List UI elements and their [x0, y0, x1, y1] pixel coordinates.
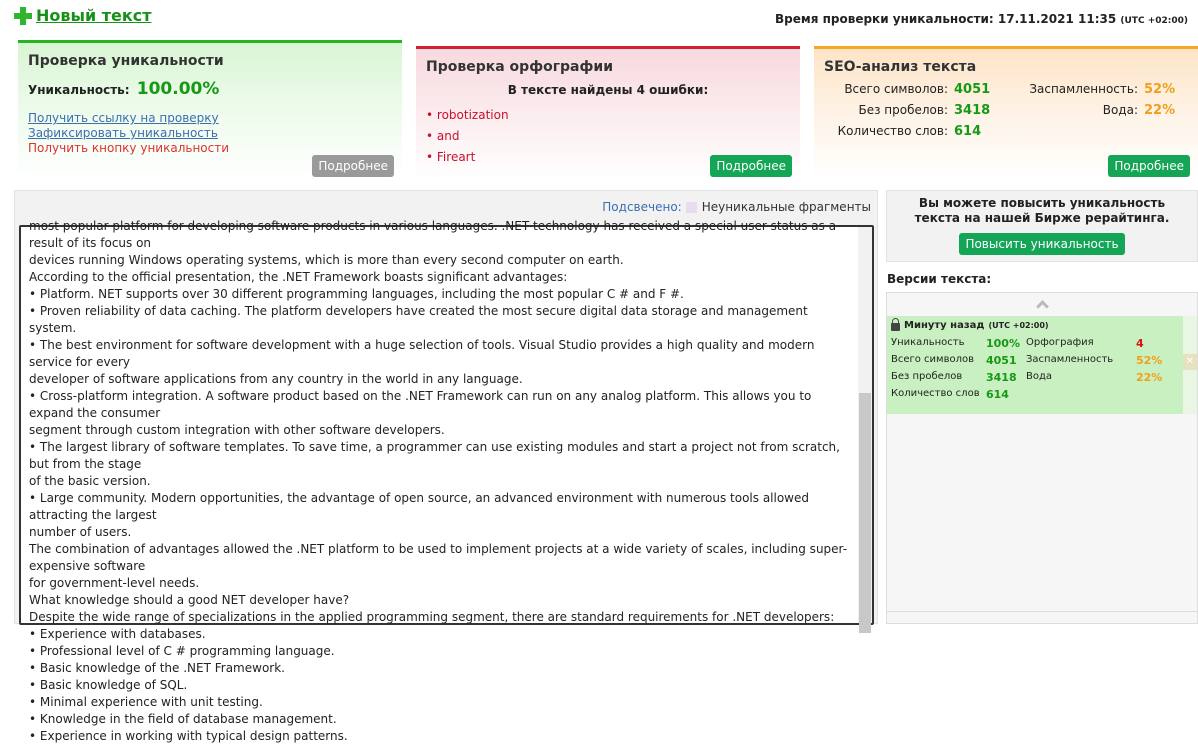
text-line: • Cross-platform integration. A software product based on the .NET Framework can run on any analog platform. This allows you to expand the consumer	[29, 389, 812, 420]
seo-spam: 52%	[1144, 82, 1176, 97]
text-line: • Knowledge in the field of database management.	[29, 712, 337, 726]
version-orth-label: Орфография	[1026, 337, 1094, 348]
check-time	[775, 12, 1188, 26]
text-line: • Professional level of C # programming language.	[29, 644, 335, 658]
version-words-label: Количество слов	[891, 388, 980, 399]
check-time-label: Время проверки уникальности: 17.11.2021 11:35	[775, 12, 1117, 26]
text-line: • The best environment for software development with a huge selection of tools. Visual Studio provides a high quality and modern service for every	[29, 338, 815, 369]
version-time: Минуту назад	[904, 320, 985, 331]
spelling-title: Проверка орфографии	[426, 59, 613, 75]
seo-more-button[interactable]: Подробнее	[1108, 155, 1190, 177]
text-line: • Experience in working with typical design patterns.	[29, 729, 348, 743]
version-total: 4051	[986, 354, 1017, 367]
text-line: What knowledge should a good NET developer have?	[29, 593, 350, 607]
get-uniqueness-button-link[interactable]: Получить кнопку уникальности	[28, 141, 230, 155]
text-line: • Large community. Modern opportunities, the advantage of open source, an advanced environment with numerous tools allowed attracting the largest	[29, 491, 809, 522]
seo-stats	[824, 82, 1188, 139]
scrollbar-thumb[interactable]	[859, 393, 871, 633]
uniqueness-line	[28, 79, 392, 99]
spelling-error[interactable]: • and	[426, 126, 790, 147]
text-line: most popular platform for developing software products in various languages. .NET technology has received a special user status as a result of its focus on	[29, 219, 837, 250]
raise-uniqueness-button[interactable]: Повысить уникальность	[959, 233, 1124, 255]
new-text-link-group[interactable]	[14, 6, 152, 25]
chevron-up-icon[interactable]	[1036, 300, 1049, 313]
text-line: The combination of advantages allowed the .NET platform to be used to implement projects at a wide variety of scales, including super-expensive software	[29, 542, 848, 573]
delete-version-button[interactable]: ✕	[1183, 354, 1197, 370]
seo-no-spaces-label: Без пробелов:	[858, 103, 948, 117]
text-line: • Basic knowledge of the .NET Framework.	[29, 661, 285, 675]
seo-card	[814, 46, 1198, 179]
uniqueness-label: Уникальность:	[28, 83, 130, 97]
scroll-up-button[interactable]	[887, 293, 1197, 315]
seo-words: 614	[954, 124, 982, 139]
seo-water: 22%	[1144, 103, 1176, 118]
version-spam-label: Заспамленность	[1026, 354, 1114, 365]
seo-no-spaces: 3418	[954, 103, 991, 118]
version-nospace: 3418	[986, 371, 1017, 384]
text-line: Despite the wide range of specializations in the applied programming segment, there are standard requirements for .NET developers:	[29, 610, 835, 624]
get-check-link[interactable]: Получить ссылку на проверку	[28, 111, 219, 125]
text-line: number of users.	[29, 525, 132, 539]
seo-total-chars-label: Всего символов:	[844, 82, 948, 96]
seo-words-label: Количество слов:	[837, 124, 948, 138]
sidebar	[886, 190, 1198, 624]
uniqueness-more-button[interactable]: Подробнее	[312, 155, 394, 177]
version-tz: (UTC +02:00)	[988, 321, 1049, 330]
plus-icon[interactable]	[14, 7, 32, 25]
spelling-more-button[interactable]: Подробнее	[710, 155, 792, 177]
text-area[interactable]	[19, 219, 874, 743]
spelling-error[interactable]: • Fireart	[426, 147, 790, 168]
text-line: of the basic version.	[29, 474, 151, 488]
promo-box	[886, 190, 1198, 262]
version-water-label: Вода	[1026, 371, 1053, 382]
spelling-card	[416, 46, 800, 179]
text-scrollbar[interactable]	[858, 227, 872, 623]
text-line: developer of software applications from any country in the world in any language.	[29, 372, 523, 386]
fix-uniqueness-link[interactable]: Зафиксировать уникальность	[28, 126, 218, 140]
versions-title: Версии текста:	[887, 272, 992, 286]
version-water: 22%	[1136, 371, 1163, 384]
text-line: • Experience with databases.	[29, 627, 206, 641]
lock-icon	[891, 323, 900, 331]
seo-water-label: Вода:	[1102, 103, 1138, 117]
text-line: devices running Windows operating systems, which is more than every second computer on earth.	[29, 253, 624, 267]
version-uniq: 100%	[986, 337, 1020, 350]
legend-item: Неуникальные фрагменты	[701, 200, 871, 214]
version-spam: 52%	[1136, 354, 1163, 367]
legend-swatch	[686, 202, 697, 213]
uniqueness-title: Проверка уникальности	[28, 53, 224, 69]
versions-list	[886, 292, 1198, 624]
check-time-tz: (UTC +02:00)	[1120, 16, 1188, 26]
version-words: 614	[986, 388, 1009, 401]
version-nospace-label: Без пробелов	[891, 371, 963, 382]
scroll-down-area[interactable]	[887, 611, 1197, 623]
highlight-legend	[602, 200, 871, 214]
text-line: According to the official presentation, the .NET Framework boasts significant advantages:	[29, 270, 568, 284]
text-line: • Minimal experience with unit testing.	[29, 695, 263, 709]
spelling-found-text: В тексте найдены 4 ошибки:	[507, 83, 709, 97]
spelling-error[interactable]: • robotization	[426, 105, 790, 126]
version-uniq-label: Уникальность	[891, 337, 965, 348]
text-line: for government-level needs.	[29, 576, 200, 590]
uniqueness-links	[28, 111, 392, 156]
uniqueness-card	[18, 40, 402, 179]
text-panel	[14, 190, 878, 743]
version-item[interactable]	[887, 316, 1197, 414]
text-line: segment through custom integration with other software developers.	[29, 423, 445, 437]
version-orth: 4	[1136, 337, 1144, 350]
seo-total-chars: 4051	[954, 82, 991, 97]
promo-text: Вы можете повысить уникальность текста на нашей Бирже рерайтинга.	[914, 196, 1170, 225]
seo-spam-label: Заспамленность:	[1029, 82, 1138, 96]
version-stats	[891, 337, 1179, 401]
text-line: • The largest library of software templates. To save time, a programmer can use existing modules and start a project not from scratch, but from the stage	[29, 440, 840, 471]
legend-label: Подсвечено:	[602, 200, 682, 214]
text-line: • Basic knowledge of SQL.	[29, 678, 188, 692]
text-line: • Proven reliability of data caching. The platform developers have created the most secure digital data storage and management system.	[29, 304, 808, 335]
uniqueness-value: 100.00%	[136, 79, 220, 99]
text-line: • Platform. NET supports over 30 different programming languages, including the most popular C # and F #.	[29, 287, 684, 301]
text-content[interactable]	[29, 218, 855, 745]
seo-title: SEO-анализ текста	[824, 59, 977, 75]
new-text-link[interactable]: Новый текст	[36, 6, 152, 25]
version-total-label: Всего символов	[891, 354, 975, 365]
version-header	[891, 320, 1179, 331]
